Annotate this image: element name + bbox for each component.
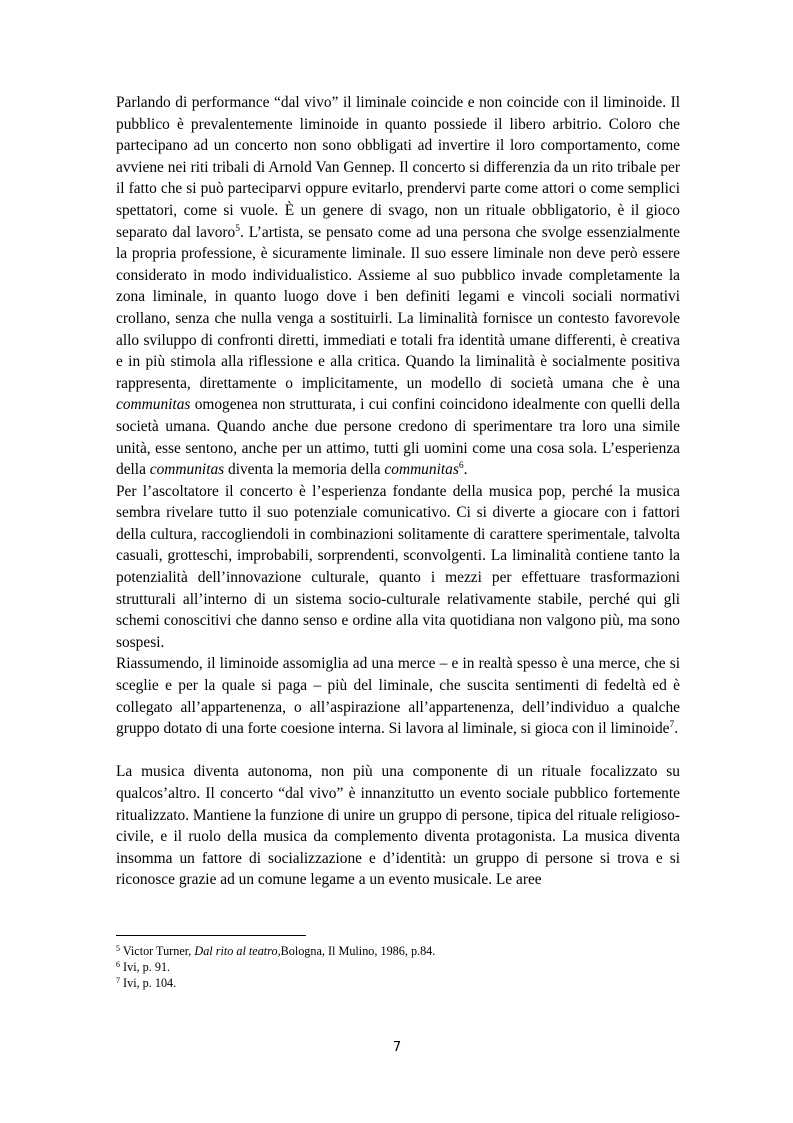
footnote-number: 6 (116, 960, 120, 969)
text-run: Parlando di performance “dal vivo” il liminale coincide e non coincide con il liminoide. Il pubblico è prevalentemente liminoide in quanto possiede il libero arbitrio. Coloro che partecipano ad un concerto non sono obbligati ad invertire il loro comportamento, come avviene nei riti tribali di Arnold Van Gennep. Il concerto si differenzia da un rito tribale per il fatto che si può parteciparvi oppure evitarlo, prendervi parte come attori o come semplici spettatori, come si vuole. È un genere di svago, non un rituale obbligatorio, è il gioco separato dal lavoro (116, 94, 680, 241)
paragraph-riassumendo (116, 653, 680, 739)
page-number: 7 (392, 1040, 402, 1055)
footnote-number: 7 (116, 976, 120, 985)
text-run: diventa la memoria della (224, 461, 385, 479)
paragraph-ascoltatore: Per l’ascoltatore il concerto è l’esperienza fondante della musica pop, perché la musica sembra rivelare tutto il suo potenziale comunicativo. Ci si diverte a giocare con i fattori della cultura, raccogliendoli in combinazioni solitamente di carattere sperimentale, talvolta casuali, grotteschi, improbabili, sorprendenti, sconvolgenti. La liminalità contiene tanto la potenzialità dell’innovazione culturale, quanto i mezzi per effettuare trasformazioni strutturali all’interno di un sistema socio-culturale relativamente stabile, perché qui gli schemi conoscitivi che danno senso e ordine alla vita quotidiana non valgono più, ma sono sospesi. (116, 482, 680, 651)
italic-term: communitas (149, 461, 225, 479)
footnote-6 (116, 959, 680, 975)
text-run: . (674, 720, 679, 738)
paragraph-musica-autonoma: La musica diventa autonoma, non più una componente di un rituale focalizzato su qualcos’altro. Il concerto “dal vivo” è innanzitutto un evento sociale pubblico fortemente ritualizzato. Mantiene la funzione di unire un gruppo di persone, tipica del rituale religioso-civile, e il ruolo della musica da complemento diventa protagonista. La musica diventa insomma un fattore di socializzazione e d’identità: un gruppo di persone si trova e si riconosce grazie ad un comune legame a un evento musicale. Le aree (116, 763, 680, 889)
footnote-text: Ivi, p. 104. (120, 976, 177, 990)
footnotes (116, 943, 680, 991)
footnote-separator (116, 935, 306, 936)
footnote-ref-7: 7 (669, 720, 675, 731)
footnote-text: Ivi, p. 91. (120, 960, 171, 974)
text-run: . L’artista, se pensato come ad una persona che svolge essenzialmente la propria professione, è sicuramente liminale. Il suo essere liminale non deve però essere considerato in modo individualistico. Assieme al suo pubblico invade completamente la zona liminale, in quanto luogo dove i ben definiti legami e vincoli sociali normativi crollano, senza che nulla venga a sostituirli. La liminalità fornisce un contesto favorevole allo sviluppo di confronti diretti, immediati e totali fra identità umane differenti, è creativa e in più stimola alla riflessione e alla critica. Quando la liminalità è socialmente positiva rappresenta, direttamente o implicitamente, un modello di società umana che è una (116, 223, 681, 392)
footnote-7 (116, 975, 680, 991)
footnote-number: 5 (116, 944, 120, 953)
paragraph-gap (116, 740, 680, 762)
footnote-5 (116, 943, 680, 959)
text-run: omogenea non strutturata, i cui confini coincidono idealmente con quelli della società umana. Quando anche due persone credono di sperimentare tra loro una simile unità, esse sentono, anche per un attimo, tutti gli uomini come una cosa sola. L’esperienza della (116, 396, 680, 479)
italic-term: communitas (384, 461, 459, 479)
italic-term: communitas (116, 396, 191, 414)
footnote-ref-5: 5 (235, 223, 240, 234)
footnote-book-title: Dal rito al teatro (194, 944, 278, 958)
paragraph-liminale-liminoide (116, 92, 680, 481)
body-text (116, 92, 680, 891)
footnote-text: Victor Turner, (120, 944, 195, 958)
text-run: . (463, 461, 468, 479)
footnote-ref-6: 6 (458, 461, 464, 472)
footnote-text: ,Bologna, Il Mulino, 1986, p.84. (277, 944, 436, 958)
text-run: Riassumendo, il liminoide assomiglia ad una merce – e in realtà spesso è una merce, che si sceglie e per la quale si paga – più del liminale, che suscita sentimenti di fedeltà ed è collegato all’appartenenza, o all’aspirazione all’appartenenza, dell’individuo a qualche gruppo dotato di una forte coesione interna. Si lavora al liminale, si gioca con il liminoide (116, 655, 680, 738)
